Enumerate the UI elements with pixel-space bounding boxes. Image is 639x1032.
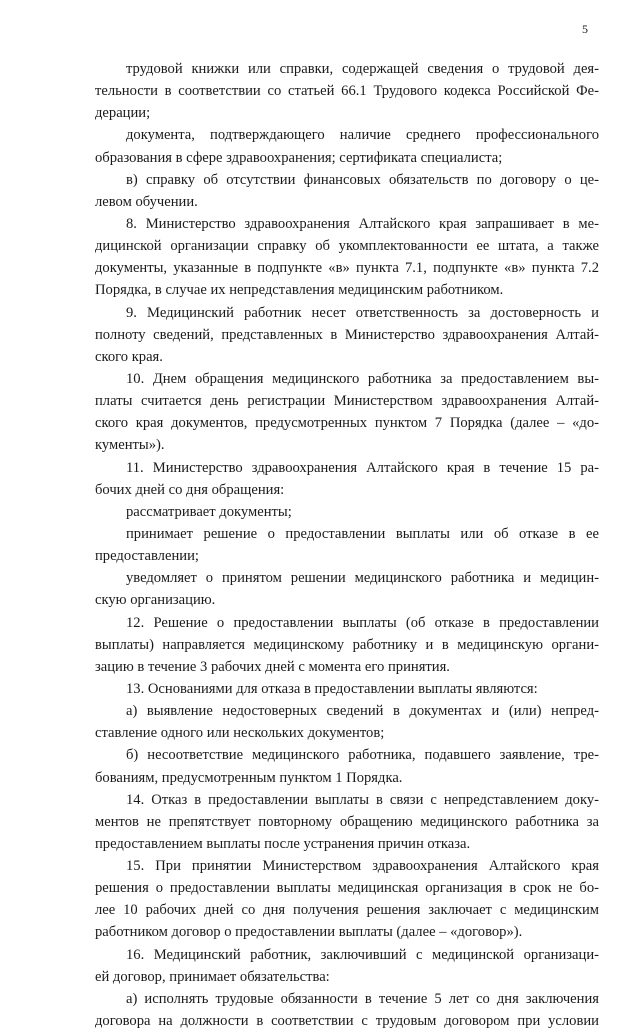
text-line: предоставлением выплаты после устранения причин отказа. xyxy=(95,835,471,852)
page-number: 5 xyxy=(582,22,588,36)
text-line: уведомляет о принятом решении медицинского работника и медицин- xyxy=(126,570,599,587)
text-line: б) несоответствие медицинского работника, подавшего заявление, тре- xyxy=(126,747,599,764)
text-line: 13. Основаниями для отказа в предоставлении выплаты являются: xyxy=(126,680,538,697)
text-line: ского края. xyxy=(95,348,163,365)
text-line: рассматривает документы; xyxy=(126,503,292,520)
text-line: образования в сфере здравоохранения; сертификата специалиста; xyxy=(95,149,503,166)
text-line: дицинской организации справку об укомплектованности ее штата, а также xyxy=(95,238,599,255)
text-line: 12. Решение о предоставлении выплаты (об отказе в предоставлении xyxy=(126,614,599,631)
text-line: ментов не препятствует повторному обращению медицинского работника за xyxy=(95,813,599,830)
text-line: 8. Министерство здравоохранения Алтайского края запрашивает в ме- xyxy=(126,215,599,232)
text-line: документы, указанные в подпункте «в» пункта 7.1, подпункте «в» пункта 7.2 xyxy=(95,260,599,277)
text-line: выплаты) направляется медицинскому работнику и в медицинскую органи- xyxy=(95,636,599,653)
text-line: трудовой книжки или справки, содержащей сведения о трудовой дея- xyxy=(126,61,599,77)
text-line: лее 10 рабочих дней со дня получения решения заключает с медицинским xyxy=(95,902,599,919)
text-line: 16. Медицинский работник, заключивший с медицинской организаци- xyxy=(126,946,599,963)
text-line: тельности в соответствии со статьей 66.1 Трудового кодекса Российской Фе- xyxy=(95,83,599,100)
text-line: бочих дней со дня обращения: xyxy=(95,481,285,498)
text-line: зацию в течение 3 рабочих дней с момента его принятия. xyxy=(95,658,450,675)
document-body xyxy=(95,58,599,1032)
text-line: полноту сведений, представленных в Министерство здравоохранения Алтай- xyxy=(95,326,599,343)
text-line: Порядка, в случае их непредставления медицинским работником. xyxy=(95,282,504,299)
text-line: 10. Днем обращения медицинского работника за предоставлением вы- xyxy=(126,370,599,387)
text-line: а) выявление недостоверных сведений в документах и (или) непред- xyxy=(126,703,599,720)
text-line: 15. При принятии Министерством здравоохранения Алтайского края xyxy=(126,858,599,875)
text-line: платы считается день регистрации Министерством здравоохранения Алтай- xyxy=(95,393,599,410)
text-line: дерации; xyxy=(95,105,151,122)
text-line: предоставлении; xyxy=(95,548,199,565)
text-line: скую организацию. xyxy=(95,592,216,609)
text-line: а) исполнять трудовые обязанности в течение 5 лет со дня заключения xyxy=(126,990,599,1007)
text-line: ского края документов, предусмотренных пунктом 7 Порядка (далее – «до- xyxy=(95,415,599,432)
text-line: бованиям, предусмотренным пунктом 1 Порядка. xyxy=(95,769,403,786)
text-line: договора на должности в соответствии с трудовым договором при условии xyxy=(95,1013,599,1030)
text-line: документа, подтверждающего наличие среднего профессионального xyxy=(126,127,599,144)
text-line: левом обучении. xyxy=(95,193,198,210)
text-line: в) справку об отсутствии финансовых обязательств по договору о це- xyxy=(126,171,599,188)
text-line: кументы»). xyxy=(95,437,165,454)
text-line: 14. Отказ в предоставлении выплаты в связи с непредставлением доку- xyxy=(126,791,599,808)
text-line: 11. Министерство здравоохранения Алтайского края в течение 15 ра- xyxy=(126,459,599,476)
text-line: работником договор о предоставлении выплаты (далее – «договор»). xyxy=(95,924,523,941)
text-line: ставление одного или нескольких документов; xyxy=(95,725,385,742)
text-line: ей договор, принимает обязательства: xyxy=(95,968,330,985)
text-line: решения о предоставлении выплаты медицинская организация в срок не бо- xyxy=(95,880,599,897)
text-line: 9. Медицинский работник несет ответственность за достоверность и xyxy=(126,304,599,321)
text-line: принимает решение о предоставлении выплаты или об отказе в ее xyxy=(126,525,599,542)
